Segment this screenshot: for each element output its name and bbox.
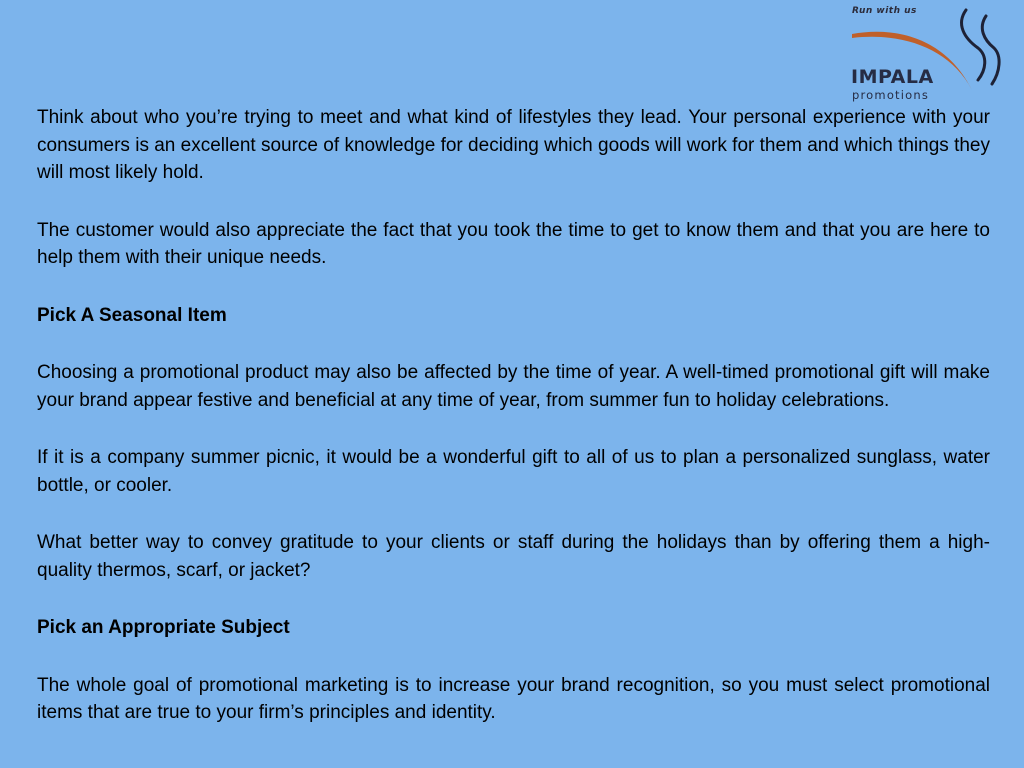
- paragraph-time-of-year: Choosing a promotional product may also be affected by the time of year. A well-timed promotional gift will make your brand appear festive and beneficial at any time of year, from summer fun to holiday celebrations.: [37, 362, 990, 411]
- paragraph-holidays: What better way to convey gratitude to your clients or staff during the holidays than by offering them a high-quality thermos, scarf, or jacket?: [37, 532, 990, 581]
- paragraph-summer-picnic: If it is a company summer picnic, it would be a wonderful gift to all of us to plan a personalized sunglass, water bottle, or cooler.: [37, 447, 990, 496]
- paragraph-brand-recognition: The whole goal of promotional marketing is to increase your brand recognition, so you must select promotional items that are true to your firm’s principles and identity.: [37, 674, 990, 723]
- heading-seasonal-item: Pick A Seasonal Item: [37, 304, 227, 326]
- paragraph-lifestyles: Think about who you’re trying to meet and what kind of lifestyles they lead. Your personal experience with your consumers is an excellent source of knowledge for deciding which goods will work for them and which things they will most likely hold.: [37, 107, 990, 183]
- heading-appropriate-subject: Pick an Appropriate Subject: [37, 617, 290, 638]
- logo-subtitle: promotions: [852, 88, 930, 102]
- paragraph-customer: The customer would also appreciate the fact that you took the time to get to know them and that you are here to help them with their unique needs.: [37, 219, 990, 268]
- impala-logo: [846, 2, 1006, 106]
- logo-brand: IMPALA: [851, 66, 934, 88]
- article-body: [37, 104, 990, 757]
- logo-tagline: Run with us: [852, 6, 917, 16]
